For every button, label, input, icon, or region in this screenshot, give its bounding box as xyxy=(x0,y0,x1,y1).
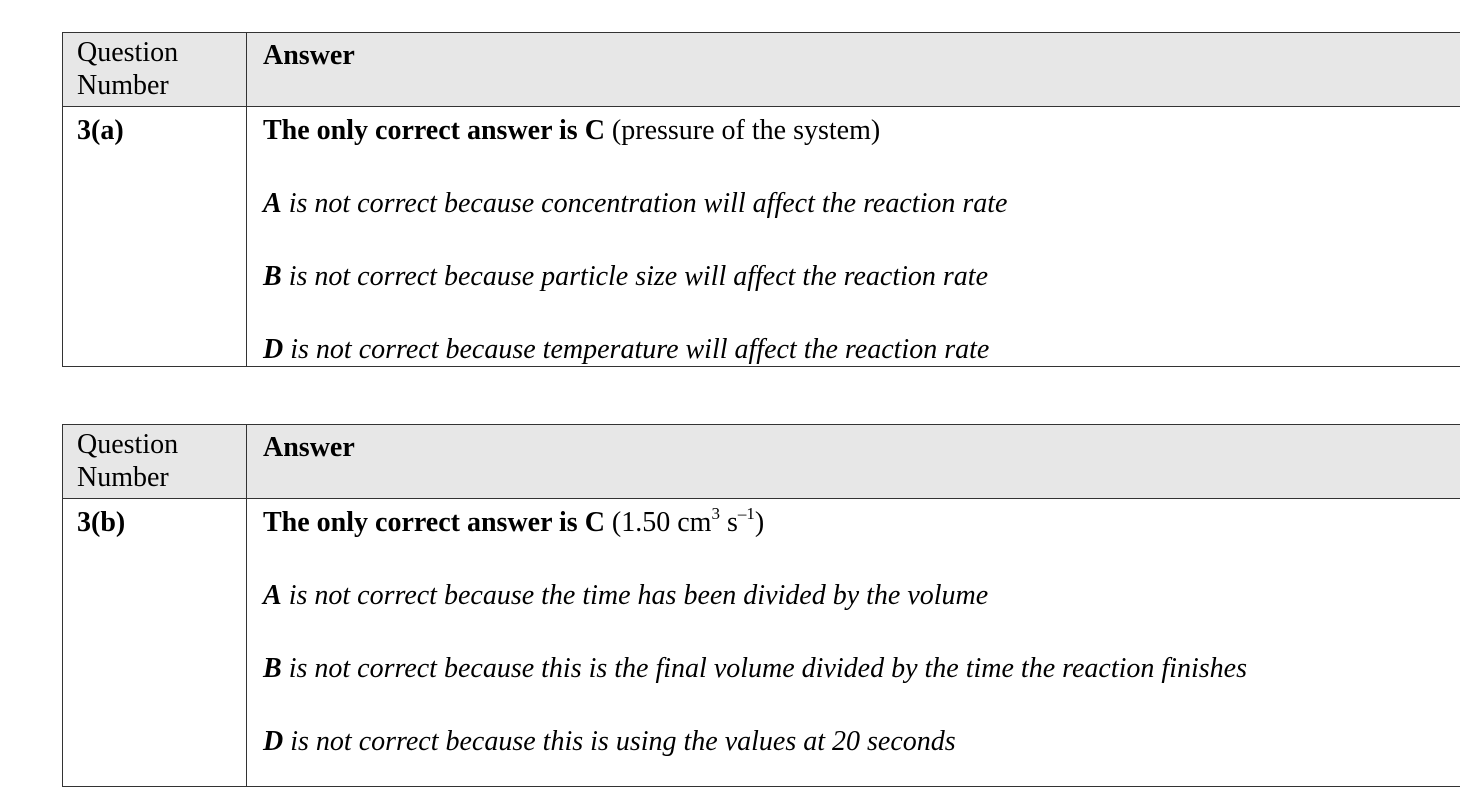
distractor-text: is not correct because concentration will affect the reaction rate xyxy=(281,188,1008,219)
question-number-header xyxy=(63,425,247,499)
distractor-line-a xyxy=(263,580,1460,612)
answer-cell xyxy=(247,499,1460,787)
correct-answer-lead: The only correct answer is C xyxy=(263,507,605,538)
distractor-letter: A xyxy=(263,580,282,611)
correct-answer-detail-close: ) xyxy=(754,507,765,538)
correct-answer-detail: (pressure of the system) xyxy=(604,115,881,146)
answer-header xyxy=(247,425,1460,499)
distractor-text: is not correct because the time has been divided by the volume xyxy=(281,580,989,611)
distractor-letter: A xyxy=(263,188,282,219)
mark-scheme-table-3a xyxy=(62,32,1460,367)
question-number-label-line1: Question xyxy=(77,429,179,460)
distractor-letter: D xyxy=(263,334,284,365)
answer-header xyxy=(247,33,1460,107)
distractor-text: is not correct because this is the final volume divided by the time the reaction finishes xyxy=(281,653,1247,684)
correct-answer-line xyxy=(263,115,1460,147)
distractor-letter: D xyxy=(263,726,284,757)
distractor-line-a xyxy=(263,188,1460,220)
table-row xyxy=(63,107,1460,367)
unit-exponent-minus-1: –1 xyxy=(737,504,755,523)
table-header-row xyxy=(63,33,1460,107)
question-number: 3(b) xyxy=(77,507,126,538)
distractor-letter: B xyxy=(263,261,282,292)
unit-exponent-3: 3 xyxy=(711,504,720,523)
correct-answer-detail-mid: s xyxy=(719,507,738,538)
question-number-cell xyxy=(63,499,247,787)
correct-answer-detail-open: (1.50 cm xyxy=(604,507,712,538)
distractor-text: is not correct because temperature will affect the reaction rate xyxy=(283,334,990,365)
question-number-header xyxy=(63,33,247,107)
answer-label: Answer xyxy=(263,432,355,463)
distractor-line-b xyxy=(263,653,1460,685)
distractor-line-d xyxy=(263,726,1460,758)
answer-cell xyxy=(247,107,1460,367)
mark-scheme-table-3b xyxy=(62,424,1460,787)
correct-answer-lead: The only correct answer is C xyxy=(263,115,605,146)
distractor-letter: B xyxy=(263,653,282,684)
question-number-label-line2: Number xyxy=(77,462,169,493)
question-number-cell xyxy=(63,107,247,367)
correct-answer-line xyxy=(263,504,1460,539)
question-number-label-line1: Question xyxy=(77,37,179,68)
distractor-text: is not correct because this is using the values at 20 seconds xyxy=(283,726,956,757)
answer-label: Answer xyxy=(263,40,355,71)
question-number-label-line2: Number xyxy=(77,70,169,101)
table-row xyxy=(63,499,1460,787)
question-number: 3(a) xyxy=(77,115,124,146)
table-header-row xyxy=(63,425,1460,499)
distractor-text: is not correct because particle size will affect the reaction rate xyxy=(281,261,989,292)
distractor-line-b xyxy=(263,261,1460,293)
distractor-line-d xyxy=(263,334,1460,366)
